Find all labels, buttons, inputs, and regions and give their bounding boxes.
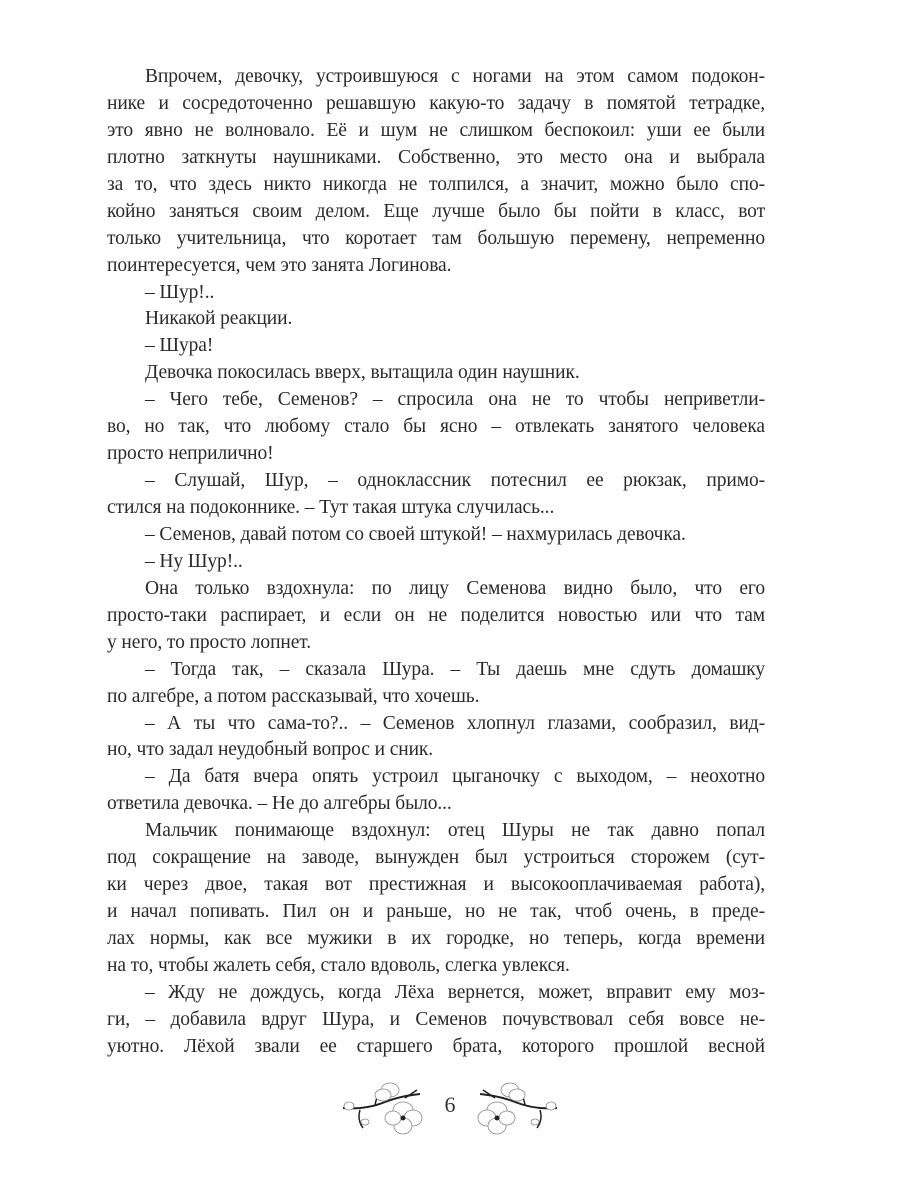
text-line: – Да батя вчера опять устроил цыганочку с выходом, – неохотно [145, 766, 765, 788]
text-line: Мальчик понимающе вздохнул: отец Шуры не так давно попал [145, 820, 765, 842]
text-line: во, но так, что любому стало бы ясно – отвлекать занятого человека [107, 416, 765, 438]
paragraph [107, 64, 765, 280]
text-line: это явно не волновало. Её и шум не слишком беспокоил: уши ее были [107, 119, 765, 141]
paragraph [107, 333, 765, 360]
text-line: на то, чтобы жалеть себя, стало вдоволь, слегка увлекся. [107, 954, 570, 976]
text-line: и начал попивать. Пил он и раньше, но не так, чтоб очень, в преде- [107, 901, 765, 923]
text-line: – А ты что сама-то?.. – Семенов хлопнул глазами, сообразил, вид- [145, 712, 765, 734]
paragraph [107, 387, 765, 468]
text-line: стился на подоконнике. – Тут такая штука случилась... [107, 497, 555, 518]
page-footer [0, 1080, 900, 1140]
text-line: ответила девочка. – Не до алгебры было... [107, 793, 452, 815]
text-line: – Семенов, давай потом со своей штукой! – нахмурилась девочка. [145, 523, 686, 545]
text-line: за то, что здесь никто никогда не толпился, а значит, можно было спо- [107, 173, 765, 195]
text-line: – Жду не дождусь, когда Лёха вернется, может, вправит ему моз- [145, 981, 765, 1003]
text-line: Впрочем, девочку, устроившуюся с ногами на этом самом подокон- [145, 66, 765, 87]
text-line: но, что задал неудобный вопрос и сник. [107, 739, 434, 761]
text-line: койно заняться своим делом. Еще лучше было бы пойти в класс, вот [107, 200, 765, 222]
text-line: ки через двое, такая вот престижная и высокооплачиваемая работа), [107, 874, 765, 896]
paragraph [107, 360, 765, 387]
paragraph [107, 468, 765, 522]
paragraph [107, 522, 765, 549]
text-line: у него, то просто лопнет. [107, 631, 312, 653]
text-line: – Шур!.. [145, 281, 215, 303]
text-line: просто-таки распирает, и если он не поделится новостью или что там [107, 604, 765, 626]
text-line: – Чего тебе, Семенов? – спросила она не то чтобы неприветли- [145, 389, 765, 411]
paragraph [107, 549, 765, 576]
text-line: – Слушай, Шур, – одноклассник потеснил ее рюкзак, примо- [145, 470, 765, 492]
text-line: уютно. Лёхой звали ее старшего брата, которого прошлой весной [107, 1035, 765, 1057]
paragraph [107, 818, 765, 980]
text-line: поинтересуется, чем это занята Логинова. [107, 254, 452, 276]
page-body-text [107, 64, 765, 1061]
text-line: лах нормы, как все мужики в их городке, но теперь, когда времени [107, 928, 765, 949]
text-line: только учительница, что коротает там большую перемену, непременно [107, 227, 765, 249]
text-line: Девочка покосилась вверх, вытащила один наушник. [145, 362, 580, 384]
text-line: Она только вздохнула: по лицу Семенова видно было, что его [145, 577, 765, 599]
paragraph [107, 711, 765, 765]
page-number: 6 [444, 1092, 456, 1117]
paragraph [107, 657, 765, 711]
text-line: – Тогда так, – сказала Шура. – Ты даешь мне сдуть домашку [145, 658, 765, 680]
text-line: плотно заткнуты наушниками. Собственно, это место она и выбрала [107, 146, 765, 168]
text-line: под сокращение на заводе, вынужден был устроиться сторожем (сут- [107, 847, 765, 869]
flower-branch-left-icon [335, 1080, 435, 1140]
paragraph [107, 280, 765, 307]
paragraph [107, 764, 765, 818]
paragraph [107, 576, 765, 657]
paragraph [107, 306, 765, 333]
paragraph [107, 980, 765, 1061]
flower-branch-right-icon [465, 1080, 565, 1140]
text-line: по алгебре, а потом рассказывай, что хочешь. [107, 685, 480, 707]
text-line: – Шура! [145, 335, 214, 357]
text-line: – Ну Шур!.. [145, 550, 243, 572]
text-line: просто неприлично! [107, 443, 274, 465]
text-line: Никакой реакции. [145, 308, 293, 330]
text-line: нике и сосредоточенно решавшую какую-то задачу в помятой тетрадке, [107, 92, 765, 114]
text-line: ги, – добавила вдруг Шура, и Семенов почувствовал себя вовсе не- [107, 1008, 765, 1030]
